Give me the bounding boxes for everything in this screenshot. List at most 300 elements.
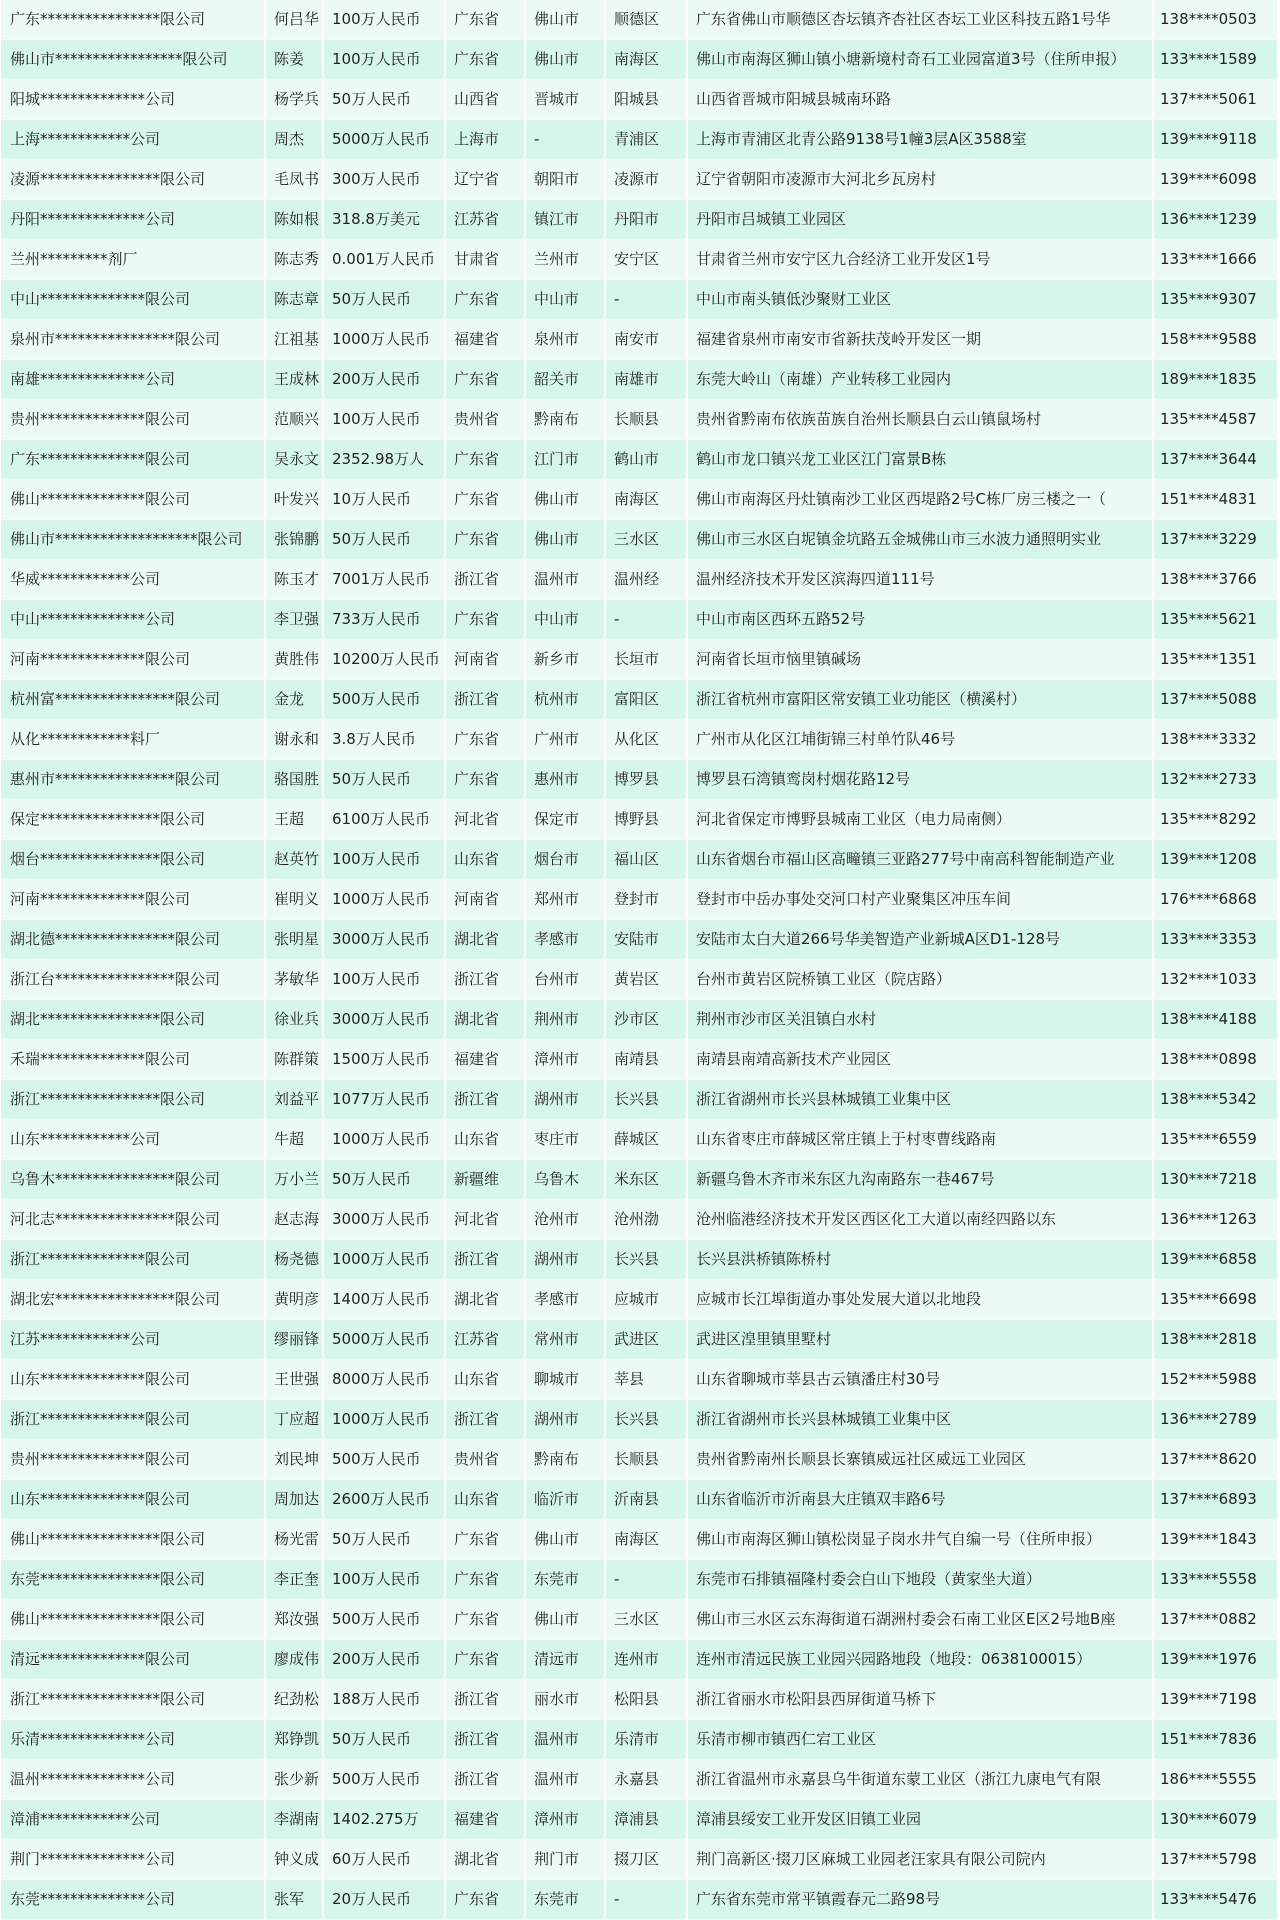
district-cell: 从化区 — [605, 720, 687, 760]
phone-cell: 138****0898 — [1153, 1040, 1277, 1080]
phone-cell: 135****4587 — [1153, 400, 1277, 440]
phone-cell: 138****4188 — [1153, 1000, 1277, 1040]
city-cell: 佛山市 — [525, 520, 605, 560]
company-name-cell: 惠州市****************限公司 — [1, 760, 265, 800]
company-name-cell: 中山**************限公司 — [1, 280, 265, 320]
city-cell: 台州市 — [525, 960, 605, 1000]
registered-capital-cell: 1000万人民币 — [323, 320, 445, 360]
registered-capital-cell: 100万人民币 — [323, 960, 445, 1000]
address-cell: 博罗县石湾镇鸾岗村烟花路12号 — [687, 760, 1153, 800]
company-name-cell: 保定****************限公司 — [1, 800, 265, 840]
address-cell: 佛山市南海区狮山镇松岗显子岗水井气自编一号（住所申报） — [687, 1520, 1153, 1560]
province-cell: 山东省 — [445, 1360, 525, 1400]
address-cell: 辽宁省朝阳市凌源市大河北乡瓦房村 — [687, 160, 1153, 200]
city-cell: 朝阳市 — [525, 160, 605, 200]
company-table — [1, 0, 1277, 1920]
city-cell: 中山市 — [525, 280, 605, 320]
address-cell: 台州市黄岩区院桥镇工业区（院店路） — [687, 960, 1153, 1000]
city-cell: 枣庄市 — [525, 1120, 605, 1160]
phone-cell: 138****3332 — [1153, 720, 1277, 760]
registered-capital-cell: 1077万人民币 — [323, 1080, 445, 1120]
province-cell: 河南省 — [445, 640, 525, 680]
phone-cell: 133****5476 — [1153, 1880, 1277, 1920]
city-cell: 湖州市 — [525, 1240, 605, 1280]
province-cell: 新疆维 — [445, 1160, 525, 1200]
contact-person-cell: 王成林 — [265, 360, 323, 400]
company-name-cell: 中山**************公司 — [1, 600, 265, 640]
province-cell: 广东省 — [445, 440, 525, 480]
registered-capital-cell: 3000万人民币 — [323, 1200, 445, 1240]
district-cell: 安宁区 — [605, 240, 687, 280]
city-cell: 临沂市 — [525, 1480, 605, 1520]
phone-cell: 152****5988 — [1153, 1360, 1277, 1400]
city-cell: 佛山市 — [525, 40, 605, 80]
registered-capital-cell: 300万人民币 — [323, 160, 445, 200]
phone-cell: 138****2818 — [1153, 1320, 1277, 1360]
registered-capital-cell: 200万人民币 — [323, 360, 445, 400]
province-cell: 江苏省 — [445, 1320, 525, 1360]
table-row — [1, 280, 1277, 320]
registered-capital-cell: 0.001万人民币 — [323, 240, 445, 280]
contact-person-cell: 李卫强 — [265, 600, 323, 640]
table-row — [1, 1880, 1277, 1920]
table-row — [1, 1000, 1277, 1040]
province-cell: 浙江省 — [445, 1680, 525, 1720]
province-cell: 浙江省 — [445, 1720, 525, 1760]
company-name-cell: 荆门**************公司 — [1, 1840, 265, 1880]
city-cell: 保定市 — [525, 800, 605, 840]
contact-person-cell: 崔明义 — [265, 880, 323, 920]
registered-capital-cell: 10万人民币 — [323, 480, 445, 520]
district-cell: 掇刀区 — [605, 1840, 687, 1880]
registered-capital-cell: 200万人民币 — [323, 1640, 445, 1680]
city-cell: 常州市 — [525, 1320, 605, 1360]
district-cell: - — [605, 1560, 687, 1600]
address-cell: 荆州市沙市区关沮镇白水村 — [687, 1000, 1153, 1040]
district-cell: 富阳区 — [605, 680, 687, 720]
city-cell: 惠州市 — [525, 760, 605, 800]
district-cell: - — [605, 1880, 687, 1920]
province-cell: 山东省 — [445, 1480, 525, 1520]
registered-capital-cell: 1000万人民币 — [323, 1120, 445, 1160]
phone-cell: 132****1033 — [1153, 960, 1277, 1000]
registered-capital-cell: 3.8万人民币 — [323, 720, 445, 760]
district-cell: 南安市 — [605, 320, 687, 360]
address-cell: 南靖县南靖高新技术产业园区 — [687, 1040, 1153, 1080]
district-cell: 长垣市 — [605, 640, 687, 680]
district-cell: 松阳县 — [605, 1680, 687, 1720]
city-cell: 晋城市 — [525, 80, 605, 120]
phone-cell: 151****7836 — [1153, 1720, 1277, 1760]
province-cell: 广东省 — [445, 1880, 525, 1920]
district-cell: 阳城县 — [605, 80, 687, 120]
registered-capital-cell: 1402.275万 — [323, 1800, 445, 1840]
phone-cell: 135****9307 — [1153, 280, 1277, 320]
registered-capital-cell: 1500万人民币 — [323, 1040, 445, 1080]
district-cell: - — [605, 600, 687, 640]
district-cell: 乐清市 — [605, 1720, 687, 1760]
province-cell: 广东省 — [445, 1520, 525, 1560]
registered-capital-cell: 100万人民币 — [323, 1560, 445, 1600]
phone-cell: 136****1263 — [1153, 1200, 1277, 1240]
province-cell: 河北省 — [445, 800, 525, 840]
company-name-cell: 佛山****************限公司 — [1, 1520, 265, 1560]
contact-person-cell: 缪丽锋 — [265, 1320, 323, 1360]
registered-capital-cell: 60万人民币 — [323, 1840, 445, 1880]
address-cell: 应城市长江埠街道办事处发展大道以北地段 — [687, 1280, 1153, 1320]
table-row — [1, 1800, 1277, 1840]
phone-cell: 137****8620 — [1153, 1440, 1277, 1480]
table-row — [1, 160, 1277, 200]
company-name-cell: 浙江****************限公司 — [1, 1680, 265, 1720]
company-name-cell: 河南**************限公司 — [1, 880, 265, 920]
contact-person-cell: 叶发兴 — [265, 480, 323, 520]
district-cell: 三水区 — [605, 1600, 687, 1640]
district-cell: 博罗县 — [605, 760, 687, 800]
contact-person-cell: 万小兰 — [265, 1160, 323, 1200]
registered-capital-cell: 100万人民币 — [323, 40, 445, 80]
district-cell: 南海区 — [605, 40, 687, 80]
registered-capital-cell: 188万人民币 — [323, 1680, 445, 1720]
province-cell: 浙江省 — [445, 560, 525, 600]
address-cell: 中山市南区西环五路52号 — [687, 600, 1153, 640]
table-row — [1, 560, 1277, 600]
contact-person-cell: 金龙 — [265, 680, 323, 720]
address-cell: 浙江省杭州市富阳区常安镇工业功能区（横溪村） — [687, 680, 1153, 720]
registered-capital-cell: 10200万人民币 — [323, 640, 445, 680]
registered-capital-cell: 20万人民币 — [323, 1880, 445, 1920]
contact-person-cell: 张锦鹏 — [265, 520, 323, 560]
company-name-cell: 阳城**************公司 — [1, 80, 265, 120]
phone-cell: 136****1239 — [1153, 200, 1277, 240]
phone-cell: 137****5061 — [1153, 80, 1277, 120]
province-cell: 甘肃省 — [445, 240, 525, 280]
phone-cell: 158****9588 — [1153, 320, 1277, 360]
province-cell: 福建省 — [445, 1800, 525, 1840]
contact-person-cell: 周加达 — [265, 1480, 323, 1520]
table-row — [1, 480, 1277, 520]
city-cell: 烟台市 — [525, 840, 605, 880]
phone-cell: 133****1666 — [1153, 240, 1277, 280]
table-row — [1, 200, 1277, 240]
company-name-cell: 山东************公司 — [1, 1120, 265, 1160]
contact-person-cell: 黄明彦 — [265, 1280, 323, 1320]
contact-person-cell: 王超 — [265, 800, 323, 840]
phone-cell: 132****2733 — [1153, 760, 1277, 800]
company-name-cell: 佛山市*******************限公司 — [1, 520, 265, 560]
company-name-cell: 乐清**************公司 — [1, 1720, 265, 1760]
province-cell: 广东省 — [445, 480, 525, 520]
province-cell: 山东省 — [445, 1120, 525, 1160]
registered-capital-cell: 50万人民币 — [323, 760, 445, 800]
table-row — [1, 640, 1277, 680]
company-name-cell: 湖北宏****************限公司 — [1, 1280, 265, 1320]
province-cell: 浙江省 — [445, 1400, 525, 1440]
registered-capital-cell: 1400万人民币 — [323, 1280, 445, 1320]
registered-capital-cell: 100万人民币 — [323, 400, 445, 440]
phone-cell: 135****8292 — [1153, 800, 1277, 840]
province-cell: 浙江省 — [445, 680, 525, 720]
phone-cell: 137****5798 — [1153, 1840, 1277, 1880]
table-row — [1, 960, 1277, 1000]
address-cell: 山东省聊城市莘县古云镇潘庄村30号 — [687, 1360, 1153, 1400]
city-cell: 聊城市 — [525, 1360, 605, 1400]
phone-cell: 139****1843 — [1153, 1520, 1277, 1560]
registered-capital-cell: 8000万人民币 — [323, 1360, 445, 1400]
district-cell: 青浦区 — [605, 120, 687, 160]
contact-person-cell: 陈姜 — [265, 40, 323, 80]
city-cell: 丽水市 — [525, 1680, 605, 1720]
address-cell: 浙江省丽水市松阳县西屏街道马桥下 — [687, 1680, 1153, 1720]
address-cell: 广东省佛山市顺德区杏坛镇齐杏社区杏坛工业区科技五路1号华 — [687, 0, 1153, 40]
contact-person-cell: 李正奎 — [265, 1560, 323, 1600]
city-cell: 沧州市 — [525, 1200, 605, 1240]
contact-person-cell: 杨尧德 — [265, 1240, 323, 1280]
city-cell: 新乡市 — [525, 640, 605, 680]
table-row — [1, 1640, 1277, 1680]
table-row — [1, 40, 1277, 80]
address-cell: 连州市清远民族工业园兴园路地段（地段：0638100015） — [687, 1640, 1153, 1680]
phone-cell: 138****0503 — [1153, 0, 1277, 40]
city-cell: 江门市 — [525, 440, 605, 480]
table-row — [1, 0, 1277, 40]
table-row — [1, 1040, 1277, 1080]
district-cell: 福山区 — [605, 840, 687, 880]
contact-person-cell: 陈志章 — [265, 280, 323, 320]
address-cell: 山东省烟台市福山区高疃镇三亚路277号中南高科智能制造产业 — [687, 840, 1153, 880]
phone-cell: 137****5088 — [1153, 680, 1277, 720]
registered-capital-cell: 100万人民币 — [323, 0, 445, 40]
company-name-cell: 佛山****************限公司 — [1, 1600, 265, 1640]
contact-person-cell: 赵志海 — [265, 1200, 323, 1240]
company-name-cell: 山东**************限公司 — [1, 1480, 265, 1520]
contact-person-cell: 刘民坤 — [265, 1440, 323, 1480]
table-row — [1, 400, 1277, 440]
province-cell: 广东省 — [445, 1560, 525, 1600]
district-cell: 沂南县 — [605, 1480, 687, 1520]
city-cell: 漳州市 — [525, 1800, 605, 1840]
address-cell: 中山市南头镇低沙聚财工业区 — [687, 280, 1153, 320]
city-cell: 镇江市 — [525, 200, 605, 240]
company-name-cell: 丹阳**************公司 — [1, 200, 265, 240]
city-cell: 郑州市 — [525, 880, 605, 920]
address-cell: 东莞大岭山（南雄）产业转移工业园内 — [687, 360, 1153, 400]
province-cell: 湖北省 — [445, 1840, 525, 1880]
address-cell: 荆门高新区·掇刀区麻城工业园老汪家具有限公司院内 — [687, 1840, 1153, 1880]
registered-capital-cell: 100万人民币 — [323, 840, 445, 880]
district-cell: 长兴县 — [605, 1240, 687, 1280]
address-cell: 沧州临港经济技术开发区西区化工大道以南经四路以东 — [687, 1200, 1153, 1240]
registered-capital-cell: 5000万人民币 — [323, 1320, 445, 1360]
phone-cell: 139****1976 — [1153, 1640, 1277, 1680]
company-name-cell: 浙江台****************限公司 — [1, 960, 265, 1000]
company-name-cell: 广东**************限公司 — [1, 440, 265, 480]
address-cell: 登封市中岳办事处交河口村产业聚集区冲压车间 — [687, 880, 1153, 920]
district-cell: 沧州渤 — [605, 1200, 687, 1240]
district-cell: 长兴县 — [605, 1400, 687, 1440]
phone-cell: 189****1835 — [1153, 360, 1277, 400]
contact-person-cell: 范顺兴 — [265, 400, 323, 440]
address-cell: 山东省临沂市沂南县大庄镇双丰路6号 — [687, 1480, 1153, 1520]
address-cell: 温州经济技术开发区滨海四道111号 — [687, 560, 1153, 600]
district-cell: 长顺县 — [605, 1440, 687, 1480]
district-cell: - — [605, 280, 687, 320]
contact-person-cell: 王世强 — [265, 1360, 323, 1400]
registered-capital-cell: 1000万人民币 — [323, 880, 445, 920]
table-row — [1, 1680, 1277, 1720]
address-cell: 佛山市南海区丹灶镇南沙工业区西堤路2号C栋厂房三楼之一（ — [687, 480, 1153, 520]
phone-cell: 139****7198 — [1153, 1680, 1277, 1720]
district-cell: 顺德区 — [605, 0, 687, 40]
registered-capital-cell: 50万人民币 — [323, 520, 445, 560]
district-cell: 黄岩区 — [605, 960, 687, 1000]
company-name-cell: 漳浦************公司 — [1, 1800, 265, 1840]
table-row — [1, 1320, 1277, 1360]
province-cell: 福建省 — [445, 320, 525, 360]
company-name-cell: 河北志****************限公司 — [1, 1200, 265, 1240]
province-cell: 贵州省 — [445, 400, 525, 440]
district-cell: 长兴县 — [605, 1080, 687, 1120]
table-row — [1, 1160, 1277, 1200]
address-cell: 浙江省温州市永嘉县乌牛街道东蒙工业区（浙江九康电气有限 — [687, 1760, 1153, 1800]
company-name-cell: 兰州*********剂厂 — [1, 240, 265, 280]
table-row — [1, 520, 1277, 560]
company-name-cell: 湖北德****************限公司 — [1, 920, 265, 960]
district-cell: 南雄市 — [605, 360, 687, 400]
company-name-cell: 湖北****************限公司 — [1, 1000, 265, 1040]
table-row — [1, 1560, 1277, 1600]
address-cell: 漳浦县绥安工业开发区旧镇工业园 — [687, 1800, 1153, 1840]
phone-cell: 139****6098 — [1153, 160, 1277, 200]
company-name-cell: 烟台****************限公司 — [1, 840, 265, 880]
province-cell: 广东省 — [445, 1640, 525, 1680]
table-row — [1, 880, 1277, 920]
city-cell: 温州市 — [525, 1760, 605, 1800]
table-row — [1, 360, 1277, 400]
table-body — [1, 0, 1277, 1920]
province-cell: 广东省 — [445, 520, 525, 560]
company-name-cell: 佛山**************限公司 — [1, 480, 265, 520]
address-cell: 河北省保定市博野县城南工业区（电力局南侧） — [687, 800, 1153, 840]
table-row — [1, 1200, 1277, 1240]
table-row — [1, 1440, 1277, 1480]
province-cell: 福建省 — [445, 1040, 525, 1080]
district-cell: 南靖县 — [605, 1040, 687, 1080]
contact-person-cell: 陈群策 — [265, 1040, 323, 1080]
contact-person-cell: 张军 — [265, 1880, 323, 1920]
province-cell: 江苏省 — [445, 200, 525, 240]
registered-capital-cell: 318.8万美元 — [323, 200, 445, 240]
company-name-cell: 南雄**************公司 — [1, 360, 265, 400]
province-cell: 广东省 — [445, 720, 525, 760]
city-cell: 荆州市 — [525, 1000, 605, 1040]
table-row — [1, 440, 1277, 480]
address-cell: 长兴县洪桥镇陈桥村 — [687, 1240, 1153, 1280]
table-row — [1, 80, 1277, 120]
province-cell: 广东省 — [445, 40, 525, 80]
contact-person-cell: 李湖南 — [265, 1800, 323, 1840]
contact-person-cell: 刘益平 — [265, 1080, 323, 1120]
city-cell: 荆门市 — [525, 1840, 605, 1880]
table-row — [1, 1400, 1277, 1440]
contact-person-cell: 徐业兵 — [265, 1000, 323, 1040]
address-cell: 浙江省湖州市长兴县林城镇工业集中区 — [687, 1080, 1153, 1120]
contact-person-cell: 谢永和 — [265, 720, 323, 760]
contact-person-cell: 吴永文 — [265, 440, 323, 480]
registered-capital-cell: 733万人民币 — [323, 600, 445, 640]
province-cell: 广东省 — [445, 760, 525, 800]
phone-cell: 130****7218 — [1153, 1160, 1277, 1200]
phone-cell: 137****6893 — [1153, 1480, 1277, 1520]
province-cell: 湖北省 — [445, 1280, 525, 1320]
company-name-cell: 从化************料厂 — [1, 720, 265, 760]
contact-person-cell: 骆国胜 — [265, 760, 323, 800]
table-row — [1, 320, 1277, 360]
city-cell: 泉州市 — [525, 320, 605, 360]
table-row — [1, 1760, 1277, 1800]
company-name-cell: 浙江**************限公司 — [1, 1240, 265, 1280]
company-name-cell: 上海************公司 — [1, 120, 265, 160]
table-row — [1, 760, 1277, 800]
address-cell: 广州市从化区江埔街锦三村单竹队46号 — [687, 720, 1153, 760]
province-cell: 湖北省 — [445, 1000, 525, 1040]
contact-person-cell: 牛超 — [265, 1120, 323, 1160]
table-row — [1, 1600, 1277, 1640]
phone-cell: 133****3353 — [1153, 920, 1277, 960]
district-cell: 南海区 — [605, 1520, 687, 1560]
table-row — [1, 920, 1277, 960]
table-row — [1, 680, 1277, 720]
registered-capital-cell: 2600万人民币 — [323, 1480, 445, 1520]
company-name-cell: 东莞****************限公司 — [1, 1560, 265, 1600]
phone-cell: 137****3229 — [1153, 520, 1277, 560]
phone-cell: 138****5342 — [1153, 1080, 1277, 1120]
district-cell: 莘县 — [605, 1360, 687, 1400]
registered-capital-cell: 50万人民币 — [323, 80, 445, 120]
district-cell: 凌源市 — [605, 160, 687, 200]
city-cell: 东莞市 — [525, 1880, 605, 1920]
province-cell: 浙江省 — [445, 1080, 525, 1120]
registered-capital-cell: 6100万人民币 — [323, 800, 445, 840]
contact-person-cell: 张少新 — [265, 1760, 323, 1800]
city-cell: - — [525, 120, 605, 160]
company-name-cell: 杭州富****************限公司 — [1, 680, 265, 720]
contact-person-cell: 郑铮凯 — [265, 1720, 323, 1760]
company-name-cell: 东莞**************公司 — [1, 1880, 265, 1920]
city-cell: 温州市 — [525, 560, 605, 600]
province-cell: 山东省 — [445, 840, 525, 880]
contact-person-cell: 廖成伟 — [265, 1640, 323, 1680]
registered-capital-cell: 2352.98万人 — [323, 440, 445, 480]
company-name-cell: 河南**************限公司 — [1, 640, 265, 680]
table-row — [1, 1280, 1277, 1320]
address-cell: 乐清市柳市镇西仁宕工业区 — [687, 1720, 1153, 1760]
city-cell: 孝感市 — [525, 1280, 605, 1320]
address-cell: 佛山市三水区白坭镇金坑路五金城佛山市三水波力通照明实业 — [687, 520, 1153, 560]
district-cell: 南海区 — [605, 480, 687, 520]
contact-person-cell: 茅敏华 — [265, 960, 323, 1000]
table-row — [1, 1120, 1277, 1160]
phone-cell: 135****6559 — [1153, 1120, 1277, 1160]
district-cell: 长顺县 — [605, 400, 687, 440]
phone-cell: 135****5621 — [1153, 600, 1277, 640]
city-cell: 佛山市 — [525, 0, 605, 40]
address-cell: 贵州省黔南布依族苗族自治州长顺县白云山镇鼠场村 — [687, 400, 1153, 440]
registered-capital-cell: 7001万人民币 — [323, 560, 445, 600]
city-cell: 杭州市 — [525, 680, 605, 720]
address-cell: 河南省长垣市恼里镇碱场 — [687, 640, 1153, 680]
contact-person-cell: 何吕华 — [265, 0, 323, 40]
